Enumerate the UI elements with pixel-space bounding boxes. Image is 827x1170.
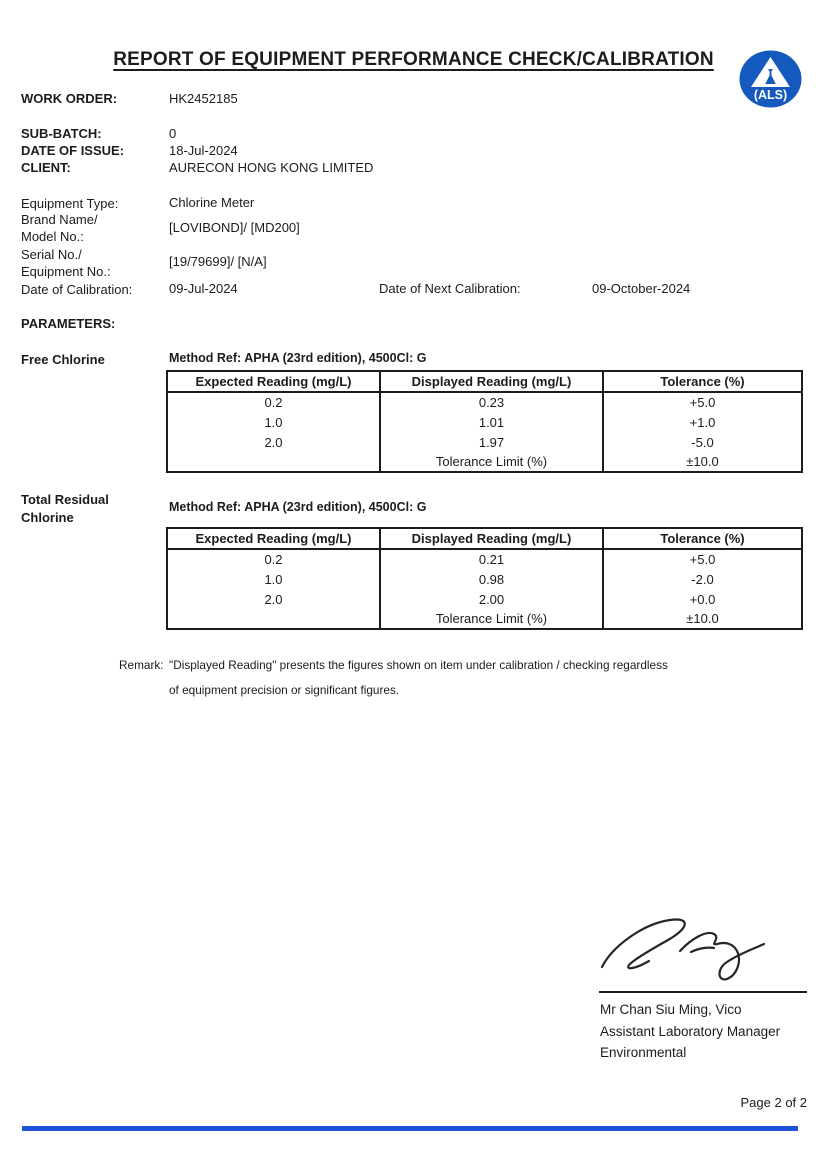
date-of-next-calibration-value: 09-October-2024 bbox=[592, 281, 691, 296]
date-of-calibration-value: 09-Jul-2024 bbox=[169, 281, 238, 296]
table-cell: 0.21 bbox=[380, 549, 603, 569]
work-order-label: WORK ORDER: bbox=[21, 91, 118, 106]
section-label-free-chlorine: Free Chlorine bbox=[21, 352, 105, 367]
table-row bbox=[167, 609, 802, 629]
als-logo-icon bbox=[739, 50, 802, 108]
remark-line-2: of equipment precision or significant figures. bbox=[169, 683, 400, 697]
client-row bbox=[21, 160, 373, 175]
table-header-cell: Tolerance (%) bbox=[603, 528, 802, 549]
sub-batch-row bbox=[21, 126, 176, 141]
table-cell: -2.0 bbox=[603, 569, 802, 589]
table-row bbox=[167, 412, 802, 432]
table-cell: 0.2 bbox=[167, 549, 380, 569]
table-cell: 2.0 bbox=[167, 432, 380, 452]
date-of-issue-label: DATE OF ISSUE: bbox=[21, 143, 125, 158]
table-header-cell: Displayed Reading (mg/L) bbox=[380, 528, 603, 549]
als-logo bbox=[739, 50, 802, 108]
table-cell: +0.0 bbox=[603, 589, 802, 609]
table-cell: 1.0 bbox=[167, 412, 380, 432]
equipment-type-value: Chlorine Meter bbox=[169, 195, 255, 210]
table-cell: 1.01 bbox=[380, 412, 603, 432]
table-cell: +1.0 bbox=[603, 412, 802, 432]
table-cell bbox=[167, 609, 380, 629]
equipment-type-label: Equipment Type: bbox=[21, 196, 119, 211]
brand-model-value: [LOVIBOND]/ [MD200] bbox=[169, 220, 300, 235]
table-cell: 0.98 bbox=[380, 569, 603, 589]
remark-label: Remark: bbox=[119, 658, 164, 672]
table-cell: ±10.0 bbox=[603, 452, 802, 472]
table-cell: 1.97 bbox=[380, 432, 603, 452]
table-header-row bbox=[167, 528, 802, 549]
table-header-cell: Expected Reading (mg/L) bbox=[167, 528, 380, 549]
signature-icon bbox=[596, 911, 771, 989]
work-order-value: HK2452185 bbox=[169, 91, 238, 106]
signatory-name: Mr Chan Siu Ming, Vico bbox=[600, 1002, 742, 1017]
table-header-cell: Displayed Reading (mg/L) bbox=[380, 371, 603, 392]
date-of-issue-row bbox=[21, 143, 238, 158]
table-header-row bbox=[167, 371, 802, 392]
table-header-cell: Tolerance (%) bbox=[603, 371, 802, 392]
brand-model-label: Brand Name/ Model No.: bbox=[21, 212, 98, 244]
date-of-issue-value: 18-Jul-2024 bbox=[169, 143, 238, 158]
total-residual-chlorine-table bbox=[166, 527, 803, 630]
table-cell: 0.2 bbox=[167, 392, 380, 412]
client-label: CLIENT: bbox=[21, 160, 71, 175]
table-cell: -5.0 bbox=[603, 432, 802, 452]
equipment-type-row bbox=[21, 195, 254, 212]
signatory-title: Assistant Laboratory Manager bbox=[600, 1023, 781, 1039]
serial-equipment-value: [19/79699]/ [N/A] bbox=[169, 254, 267, 269]
section-label-total-residual-chlorine: Total Residual Chlorine bbox=[21, 492, 109, 525]
free-chlorine-table bbox=[166, 370, 803, 473]
sub-batch-label: SUB-BATCH: bbox=[21, 126, 102, 141]
table-cell: 1.0 bbox=[167, 569, 380, 589]
table-cell: 2.00 bbox=[380, 589, 603, 609]
date-of-next-calibration-label: Date of Next Calibration: bbox=[379, 281, 521, 296]
table-row bbox=[167, 392, 802, 412]
signatory-department: Environmental bbox=[600, 1045, 687, 1060]
serial-equipment-label: Serial No./ Equipment No.: bbox=[21, 247, 111, 279]
table-row bbox=[167, 549, 802, 569]
work-order-row bbox=[21, 91, 238, 106]
parameters-heading: PARAMETERS: bbox=[21, 316, 116, 331]
signatory-block bbox=[600, 999, 780, 1064]
table-row bbox=[167, 589, 802, 609]
table-cell: +5.0 bbox=[603, 392, 802, 412]
method-ref-free-chlorine: Method Ref: APHA (23rd edition), 4500Cl: G bbox=[169, 351, 427, 365]
client-value: AURECON HONG KONG LIMITED bbox=[169, 160, 374, 175]
calibration-dates-row bbox=[21, 281, 690, 298]
table-cell: +5.0 bbox=[603, 549, 802, 569]
table-cell: Tolerance Limit (%) bbox=[380, 452, 603, 472]
signature-line bbox=[599, 991, 807, 993]
table-row bbox=[167, 569, 802, 589]
table-cell: ±10.0 bbox=[603, 609, 802, 629]
signature-image bbox=[596, 911, 771, 994]
table-row bbox=[167, 432, 802, 452]
serial-equipment-row bbox=[21, 246, 267, 280]
table-cell: 0.23 bbox=[380, 392, 603, 412]
table-cell bbox=[167, 452, 380, 472]
table-cell: 2.0 bbox=[167, 589, 380, 609]
page-title: REPORT OF EQUIPMENT PERFORMANCE CHECK/CALIBRATION bbox=[113, 49, 714, 70]
page-number: Page 2 of 2 bbox=[740, 1095, 807, 1110]
table-row bbox=[167, 452, 802, 472]
footer-bar bbox=[22, 1126, 798, 1131]
date-of-calibration-label: Date of Calibration: bbox=[21, 282, 133, 297]
table-header-cell: Expected Reading (mg/L) bbox=[167, 371, 380, 392]
sub-batch-value: 0 bbox=[169, 126, 177, 141]
remark-line-1: "Displayed Reading" presents the figures shown on item under calibration / checking regardless bbox=[169, 658, 668, 672]
brand-model-row bbox=[21, 211, 300, 245]
als-logo-text: (ALS) bbox=[753, 88, 788, 102]
table-cell: Tolerance Limit (%) bbox=[380, 609, 603, 629]
method-ref-total-residual-chlorine: Method Ref: APHA (23rd edition), 4500Cl: G bbox=[169, 500, 427, 514]
